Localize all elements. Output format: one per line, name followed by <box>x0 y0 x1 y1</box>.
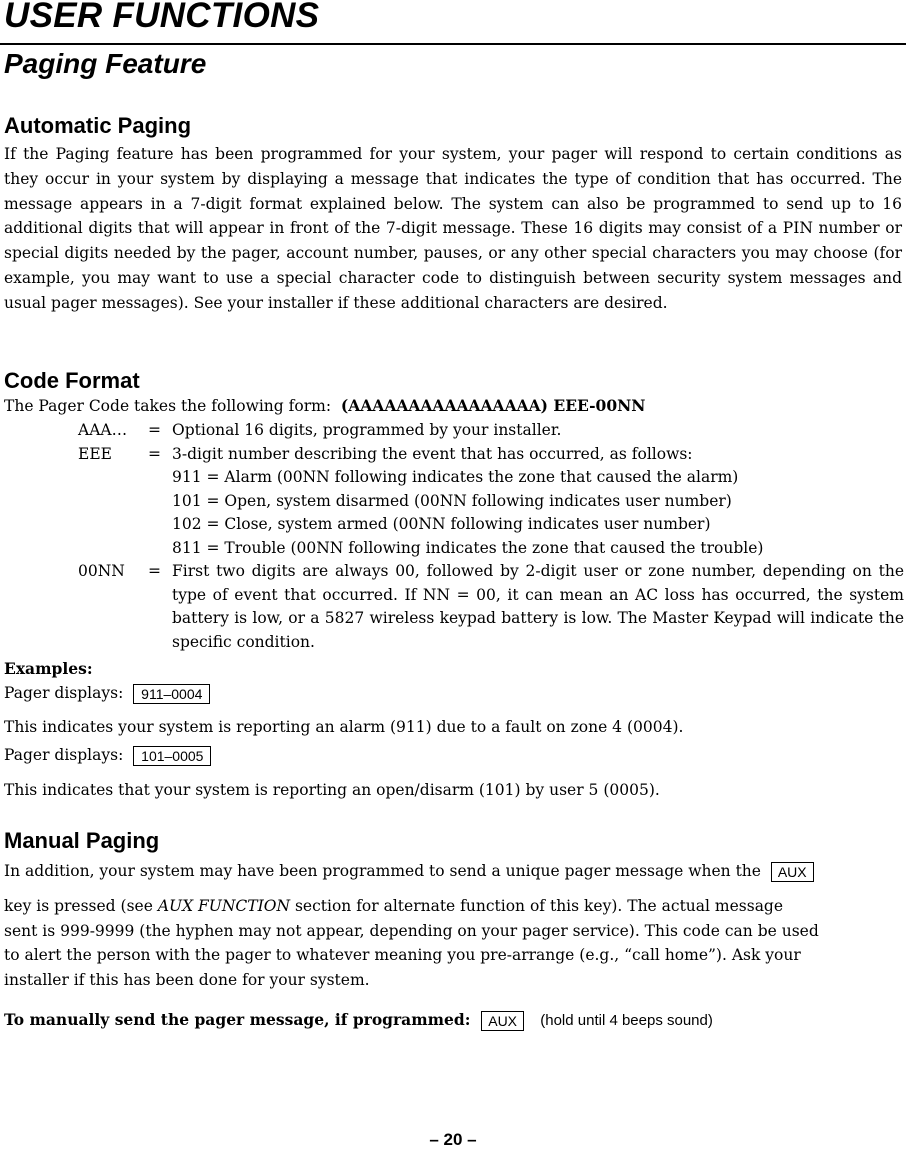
code-format-heading: Code Format <box>4 368 140 393</box>
definition-text: Optional 16 digits, programmed by your installer. <box>172 421 562 439</box>
aux-function-reference: AUX FUNCTION <box>157 897 291 915</box>
manual-text: installer if this has been done for your system. <box>4 970 370 989</box>
manual-text: section for alternate function of this key). The actual message <box>294 897 784 915</box>
event-code-trouble: 811 = Trouble (00NN following indicates the zone that caused the trouble) <box>172 538 764 557</box>
event-code-alarm: 911 = Alarm (00NN following indicates the zone that caused the alarm) <box>172 468 739 486</box>
instruction-text: To manually send the pager message, if programmed: <box>4 1010 471 1029</box>
automatic-paging-heading: Automatic Paging <box>4 113 192 138</box>
manual-send-instruction <box>4 1010 713 1031</box>
manual-paging-body <box>4 894 819 992</box>
manual-paging-line-1 <box>4 862 814 882</box>
manual-text: sent is 999-9999 (the hyphen may not appear, depending on your pager service). This code can be used <box>4 921 819 940</box>
code-format-pattern: (AAAAAAAAAAAAAAAA) EEE-00NN <box>340 396 646 415</box>
pager-display: 911–0004 <box>133 684 210 704</box>
definition-term: AAA… <box>78 421 128 439</box>
definition-row <box>78 443 904 561</box>
example-label: Pager displays: <box>4 684 124 702</box>
example-2 <box>4 746 211 766</box>
definition-row <box>78 560 904 654</box>
aux-key: AUX <box>771 862 814 882</box>
section-title: Paging Feature <box>4 48 207 79</box>
code-format-intro-text: The Pager Code takes the following form: <box>4 397 332 415</box>
manual-text: to alert the person with the pager to whatever meaning you pre-arrange (e.g., “call home”). Ask your <box>4 946 801 964</box>
definition-row <box>78 419 904 443</box>
definition-text: First two digits are always 00, followed by 2-digit user or zone number, depending on the type of event that occurred. If NN = 00, it can mean an AC loss has occurred, the system battery is low, or a 5827 wireless keypad battery is low. The Master Keypad will indicate the specific condition. <box>172 562 904 651</box>
code-definition-list <box>78 419 904 654</box>
aux-key: AUX <box>481 1011 524 1031</box>
example-1-note: This indicates your system is reporting an alarm (911) due to a fault on zone 4 (0004). <box>4 718 684 736</box>
example-1 <box>4 684 210 704</box>
example-label: Pager displays: <box>4 746 124 764</box>
definition-term: 00NN <box>78 562 125 580</box>
definition-equals: = <box>148 421 161 439</box>
definition-equals: = <box>148 444 161 463</box>
title-rule <box>0 43 906 45</box>
definition-equals: = <box>148 562 161 580</box>
automatic-paging-body: If the Paging feature has been programmed for your system, your pager will respond to certain conditions as they occur in your system by displaying a message that indicates the type of condition that has occurred. The message appears in a 7-digit format explained below. The system can also be programmed to send up to 16 additional digits that will appear in front of the 7-digit message. These 16 digits may consist of a PIN number or special digits needed by the pager, account number, pauses, or any other special characters you may choose (for example, you may want to use a special character code to distinguish between security system messages and usual pager messages). See your installer if these additional characters are desired. <box>4 145 902 312</box>
definition-text <box>172 443 904 561</box>
examples-heading: Examples: <box>4 659 93 678</box>
page-title: USER FUNCTIONS <box>4 0 320 35</box>
instruction-hint: (hold until 4 beeps sound) <box>540 1012 713 1029</box>
event-code-open: 101 = Open, system disarmed (00NN following indicates user number) <box>172 491 732 510</box>
code-format-intro <box>4 396 645 415</box>
page-number: – 20 – <box>429 1130 477 1149</box>
manual-paging-heading: Manual Paging <box>4 828 160 853</box>
manual-text: key is pressed (see <box>4 897 153 915</box>
event-code-close: 102 = Close, system armed (00NN following indicates user number) <box>172 515 711 533</box>
pager-display: 101–0005 <box>133 746 211 766</box>
event-description: 3-digit number describing the event that has occurred, as follows: <box>172 444 693 463</box>
definition-term: EEE <box>78 444 112 463</box>
manual-paging-text: In addition, your system may have been programmed to send a unique pager message when the <box>4 862 761 880</box>
example-2-note: This indicates that your system is reporting an open/disarm (101) by user 5 (0005). <box>4 781 660 799</box>
